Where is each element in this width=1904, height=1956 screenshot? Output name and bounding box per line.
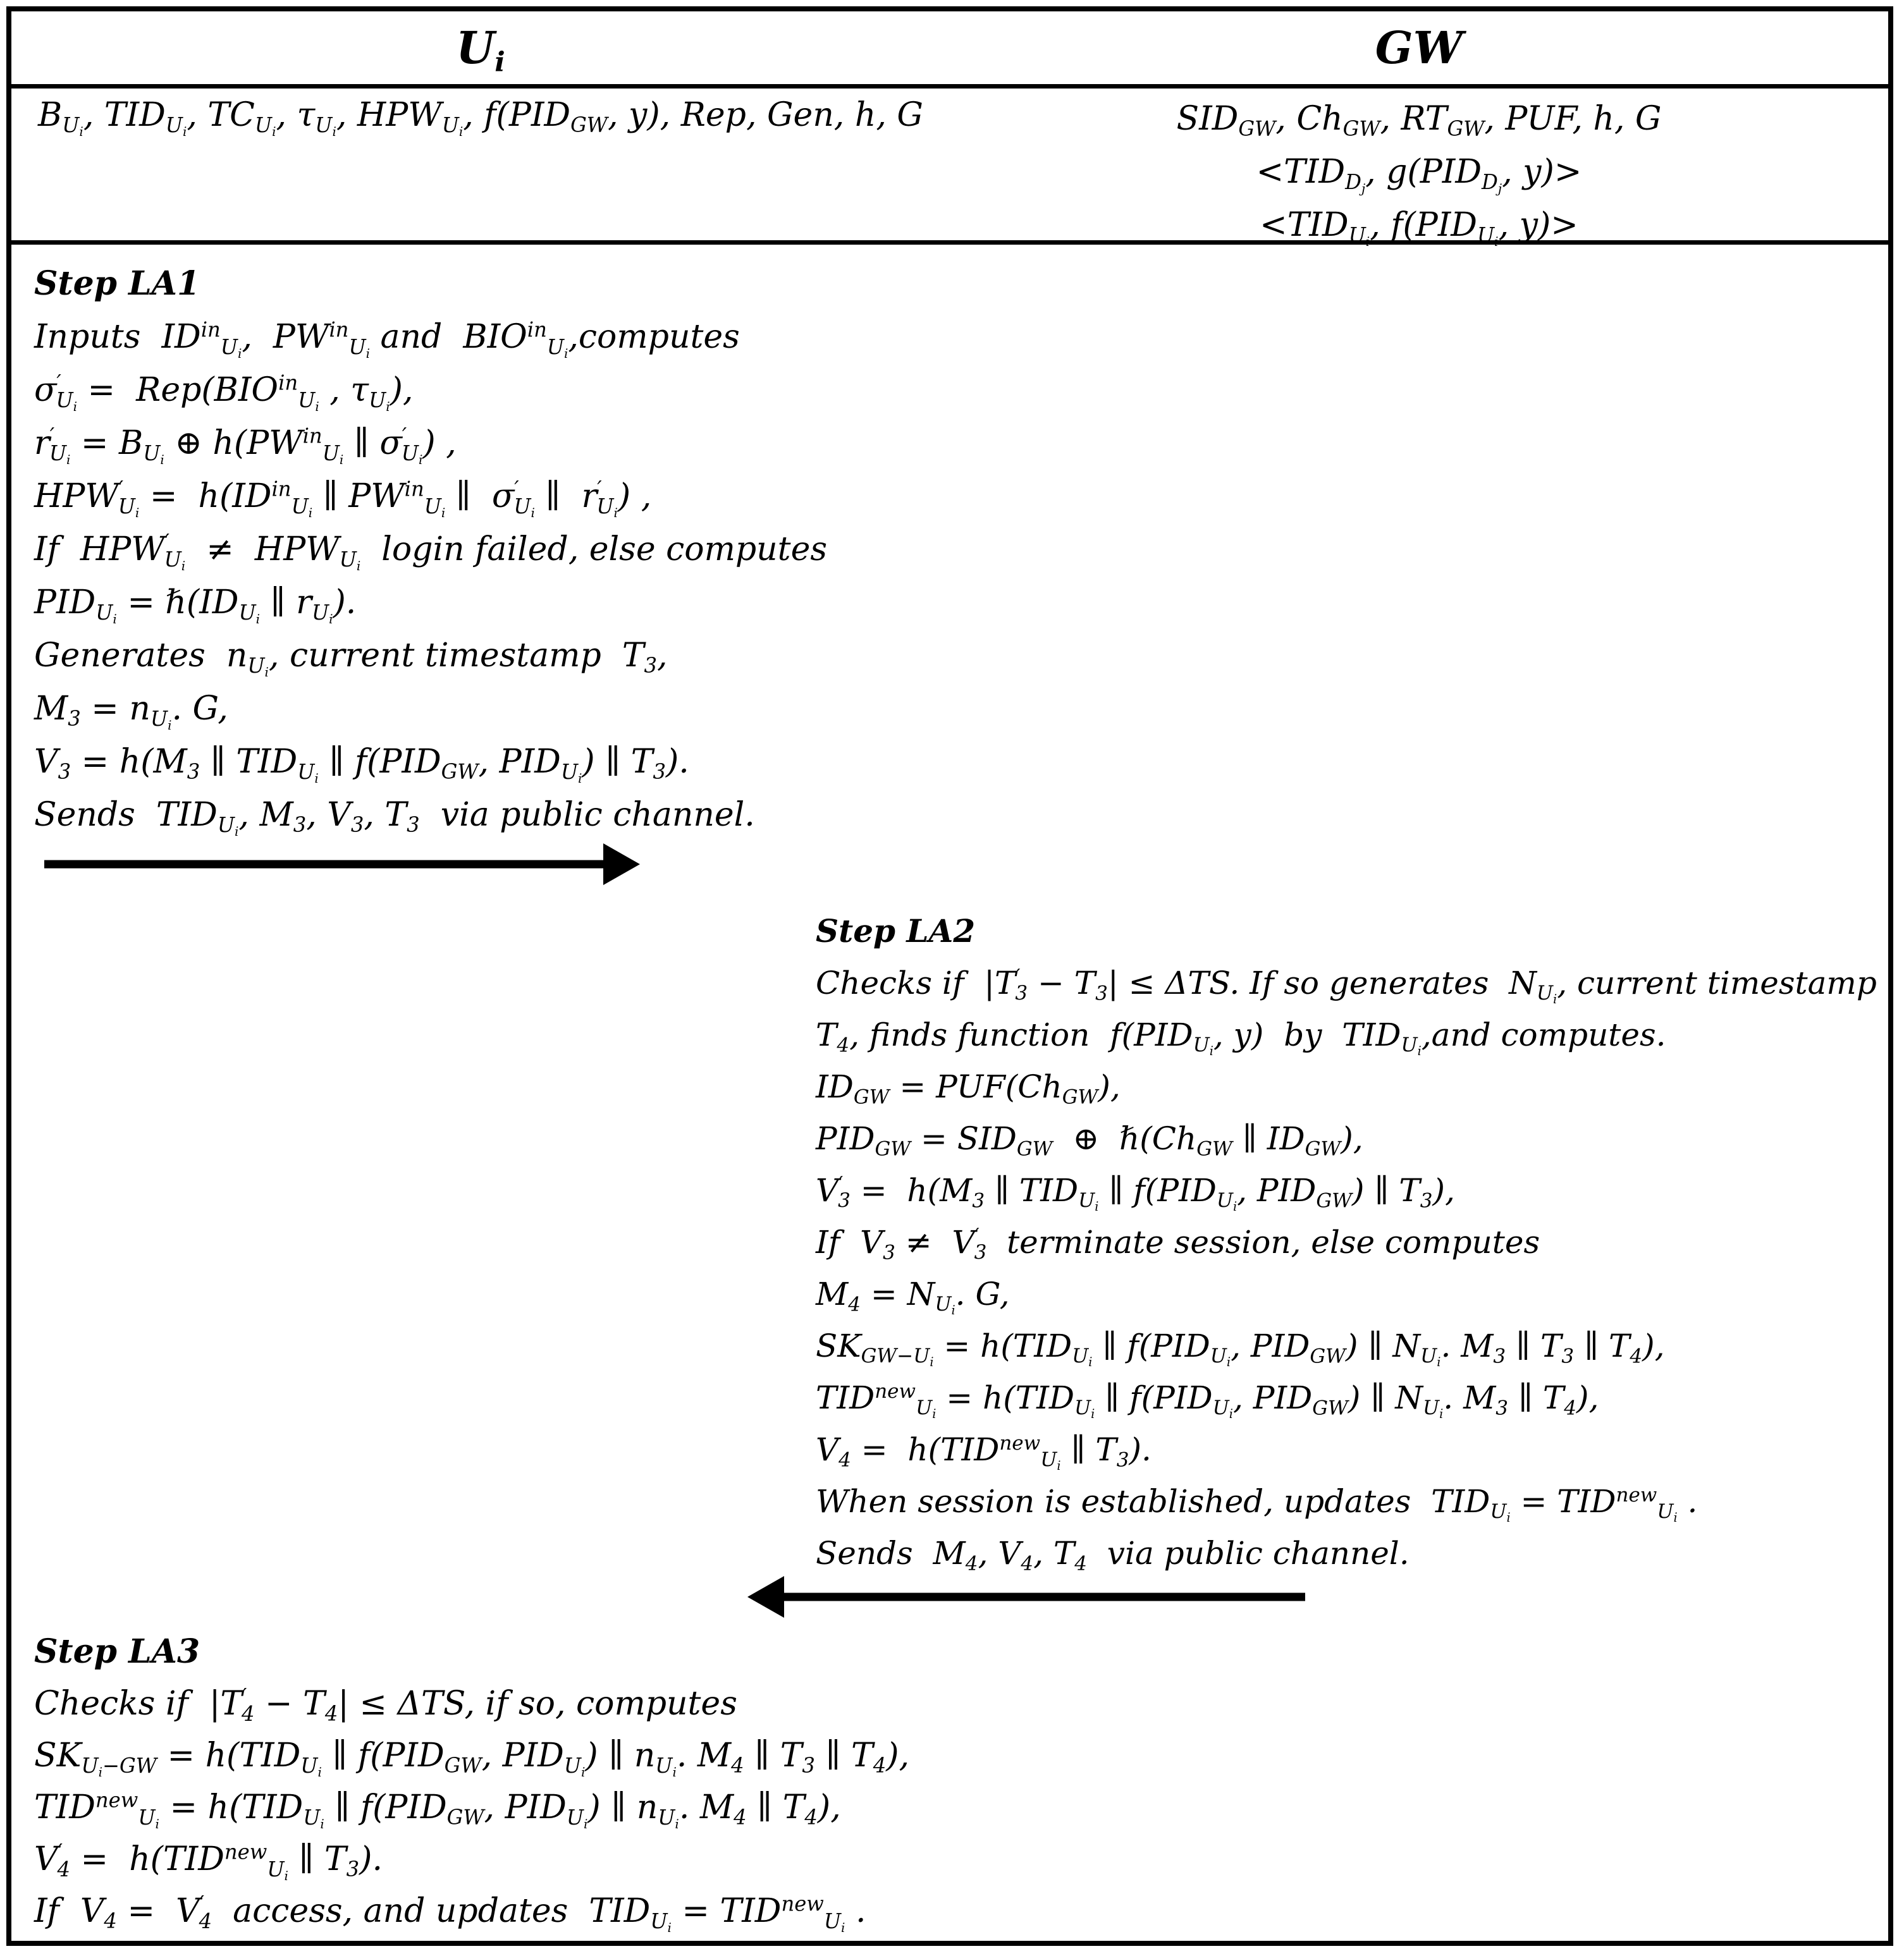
step-la2-block bbox=[816, 905, 1877, 1579]
la2-line: $ID_{GW} = PUF(Ch_{GW})$, bbox=[816, 1068, 1121, 1109]
credentials-row bbox=[11, 89, 1888, 249]
la2-line: $TID^{new}_{U_i} = h(TID_{U_i}$ ∥ $f(PID_{U_i}$, $PID_{GW}$) ∥ $N_{U_i}$. $M_3$ ∥ $T_4$), bbox=[816, 1379, 1599, 1422]
la3-line: Checks if $|T'_4 - T_4| \le \Delta TS$, if so, computes bbox=[34, 1684, 737, 1726]
la2-line: If $V_3 \ne V'_3$ terminate session, else computes bbox=[816, 1224, 1540, 1264]
table-header-row bbox=[11, 11, 1888, 89]
ui-credentials-cell bbox=[11, 89, 950, 240]
la2-line: $V_4 = h(TID^{new}_{U_i}$ ∥ $T_3$). bbox=[816, 1431, 1152, 1474]
step-la1-title: Step LA1 bbox=[34, 264, 200, 303]
la1-line: $V_3 = h(M_3$ ∥ $TID_{U_i}$ ∥ $f(PID_{GW}$, $PID_{U_i}$) ∥ $T_3$). bbox=[34, 743, 689, 786]
la3-line: If $V_4 = V'_4$ access, and updates $TID_{U_i} = TID^{new}_{U_i}$ . bbox=[34, 1892, 866, 1935]
la3-line: $V'_4 = h(TID^{new}_{U_i}$ ∥ $T_3$). bbox=[34, 1840, 383, 1883]
la1-line: $PID_{U_i}$ = $\hbar(ID_{U_i}$ ∥ $r_{U_i}$). bbox=[34, 584, 357, 627]
arrow-left-head-icon bbox=[747, 1576, 784, 1618]
la2-line: $PID_{GW} = SID_{GW}$ ⊕ $\hbar(Ch_{GW}$ ∥ $ID_{GW}$), bbox=[816, 1120, 1363, 1161]
la1-line: $r'_{U_i} = B_{U_i}$ ⊕ $h(PW^{in}_{U_i}$ ∥ $\sigma'_{U_i}$) , bbox=[34, 424, 457, 467]
message-arrow-ui-to-gw bbox=[44, 842, 640, 886]
la1-line: Inputs $ID^{in}_{U_i}$, $PW^{in}_{U_i}$ and $BIO^{in}_{U_i},computes$ bbox=[34, 317, 740, 361]
la1-line: Generates $n_{U_i}$, current timestamp $T_3$, bbox=[34, 637, 668, 680]
step-la1-block bbox=[34, 257, 827, 841]
la2-line: $T_4$, finds function $f(PID_{U_i}$, y) by $TID_{U_i},and$ computes. bbox=[816, 1017, 1666, 1059]
gw-label: GW bbox=[1375, 21, 1463, 74]
ui-credentials: $B_{U_i}$, $TID_{U_i}$, $TC_{U_i}$, $\tau_{U_i}$, $HPW_{U_i}$, $f(PID_{GW}$, y), Rep, Gen, h, G bbox=[38, 96, 923, 139]
ui-label: $U_i$ bbox=[456, 21, 505, 79]
la2-line: $SK_{GW-U_i} = h(TID_{U_i}$ ∥ $f(PID_{U_i}$, $PID_{GW}$) ∥ $N_{U_i}$. $M_3$ ∥ $T_3$ ∥ $T_4$), bbox=[816, 1328, 1665, 1370]
la2-line: Checks if $|T'_3 - T_3| \le \Delta TS$. If so generates $N_{U_i}$, current timestamp bbox=[816, 965, 1877, 1007]
la2-line: $V'_3 = h(M_3$ ∥ $TID_{U_i}$ ∥ $f(PID_{U_i}$, $PID_{GW}$) ∥ $T_3$), bbox=[816, 1172, 1455, 1214]
gw-credentials-line: $<TID_{U_i}$, $f(PID_{U_i}$, y)> bbox=[1260, 206, 1578, 249]
la1-line: $M_3 = n_{U_i}$. G, bbox=[34, 690, 228, 733]
step-la3-block bbox=[34, 1626, 909, 1937]
la2-line: Sends $M_4$, $V_4$, $T_4$ via public channel. bbox=[816, 1535, 1410, 1575]
arrow-right-head-icon bbox=[603, 843, 640, 885]
gw-credentials-cell bbox=[950, 89, 1888, 249]
step-la3-title: Step LA3 bbox=[34, 1632, 200, 1671]
la1-line: $\sigma'_{U_i} = Rep(BIO^{in}_{U_i}$ , $\tau_{U_i}$), bbox=[34, 370, 414, 414]
la2-line: When session is established, updates $TID_{U_i} = TID^{new}_{U_i}$ . bbox=[816, 1483, 1698, 1525]
arrow-shaft bbox=[780, 1593, 1305, 1601]
protocol-body bbox=[11, 245, 1888, 1940]
message-arrow-gw-to-ui bbox=[747, 1575, 1305, 1619]
gw-credentials-line: $<TID_{D_j}$, $g(PID_{D_j}$, y)> bbox=[1256, 153, 1582, 196]
column-header-ui bbox=[11, 11, 950, 84]
la3-line: $SK_{U_i-GW} = h(TID_{U_i}$ ∥ $f(PID_{GW}$, $PID_{U_i}$) ∥ $n_{U_i}$. $M_4$ ∥ $T_3$ ∥ $T_4$), bbox=[34, 1737, 910, 1780]
column-header-gw bbox=[950, 11, 1888, 84]
la3-line: $TID^{new}_{U_i} = h(TID_{U_i}$ ∥ $f(PID_{GW}$, $PID_{U_i}$) ∥ $n_{U_i}$. $M_4$ ∥ $T_4$), bbox=[34, 1788, 841, 1831]
la1-line: $HPW'_{U_i} = h(ID^{in}_{U_i}$ ∥ $PW^{in}_{U_i}$ ∥ $\sigma'_{U_i}$ ∥ $r'_{U_i}$) , bbox=[34, 477, 652, 520]
la2-line: $M_4 = N_{U_i}$. G, bbox=[816, 1276, 1010, 1318]
la1-line: If $HPW'_{U_i} \ne HPW_{U_i}$ login failed, else computes bbox=[34, 530, 828, 573]
gw-credentials-line: $SID_{GW}$, $Ch_{GW}$, $RT_{GW}$, PUF, h, G bbox=[1176, 100, 1662, 141]
la1-line: Sends $TID_{U_i}$, $M_3$, $V_3$, $T_3$ via public channel. bbox=[34, 796, 755, 839]
step-la2-title: Step LA2 bbox=[816, 912, 976, 950]
arrow-shaft bbox=[44, 860, 607, 869]
protocol-table bbox=[6, 6, 1893, 1946]
